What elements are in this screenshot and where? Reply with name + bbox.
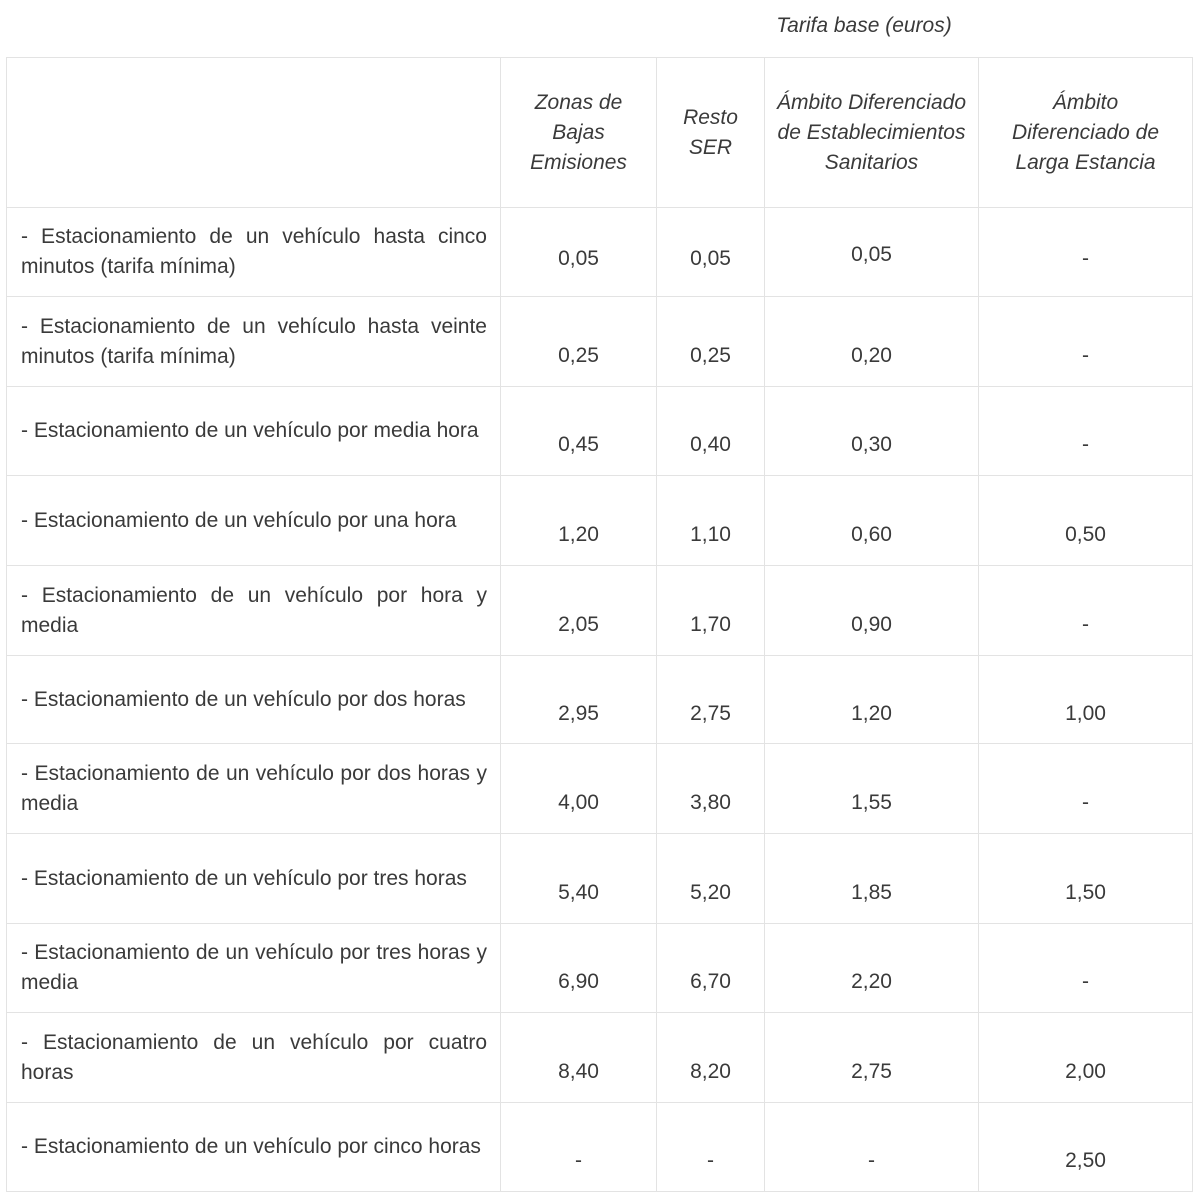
row-concept: - Estacionamiento de un vehículo por hora y media xyxy=(7,566,501,656)
cell-larga-estancia: - xyxy=(979,208,1193,297)
cell-larga-estancia: - xyxy=(979,387,1193,476)
cell-larga-estancia: - xyxy=(979,744,1193,834)
table-row xyxy=(7,208,1193,297)
header-cell-larga-estancia: Ámbito Diferenciado de Larga Estancia xyxy=(979,58,1193,208)
cell-resto-ser: 5,20 xyxy=(657,834,765,924)
cell-resto-ser: 8,20 xyxy=(657,1013,765,1103)
row-concept: - Estacionamiento de un vehículo por dos horas xyxy=(7,656,501,744)
cell-resto-ser: - xyxy=(657,1103,765,1192)
table-header-row xyxy=(7,58,1193,208)
cell-establecimientos-sanitarios: 1,55 xyxy=(765,744,979,834)
row-concept: - Estacionamiento de un vehículo hasta veinte minutos (tarifa mínima) xyxy=(7,297,501,387)
cell-zonas-bajas-emisiones: 8,40 xyxy=(501,1013,657,1103)
cell-resto-ser: 1,70 xyxy=(657,566,765,656)
cell-zonas-bajas-emisiones: 6,90 xyxy=(501,924,657,1013)
table-row xyxy=(7,744,1193,834)
cell-establecimientos-sanitarios: 0,30 xyxy=(765,387,979,476)
cell-resto-ser: 0,25 xyxy=(657,297,765,387)
cell-establecimientos-sanitarios: 1,85 xyxy=(765,834,979,924)
cell-zonas-bajas-emisiones: 4,00 xyxy=(501,744,657,834)
tariff-super-header: Tarifa base (euros) xyxy=(776,14,952,37)
cell-establecimientos-sanitarios: 1,20 xyxy=(765,656,979,744)
row-concept: - Estacionamiento de un vehículo por dos horas y media xyxy=(7,744,501,834)
cell-establecimientos-sanitarios: 0,60 xyxy=(765,476,979,566)
cell-establecimientos-sanitarios: 0,05 xyxy=(765,208,979,297)
header-cell-resto-ser: Resto SER xyxy=(657,58,765,208)
table-row xyxy=(7,1013,1193,1103)
cell-resto-ser: 3,80 xyxy=(657,744,765,834)
cell-resto-ser: 0,40 xyxy=(657,387,765,476)
cell-establecimientos-sanitarios: - xyxy=(765,1103,979,1192)
cell-larga-estancia: 1,00 xyxy=(979,656,1193,744)
table-row xyxy=(7,387,1193,476)
cell-zonas-bajas-emisiones: 2,05 xyxy=(501,566,657,656)
cell-larga-estancia: - xyxy=(979,297,1193,387)
cell-zonas-bajas-emisiones: 2,95 xyxy=(501,656,657,744)
cell-larga-estancia: 1,50 xyxy=(979,834,1193,924)
cell-larga-estancia: 2,50 xyxy=(979,1103,1193,1192)
row-concept: - Estacionamiento de un vehículo por tres horas xyxy=(7,834,501,924)
cell-zonas-bajas-emisiones: 5,40 xyxy=(501,834,657,924)
cell-larga-estancia: 2,00 xyxy=(979,1013,1193,1103)
header-cell-zonas-bajas-emisiones: Zonas de Bajas Emisiones xyxy=(501,58,657,208)
cell-larga-estancia: - xyxy=(979,924,1193,1013)
table-row xyxy=(7,1103,1193,1192)
cell-larga-estancia: 0,50 xyxy=(979,476,1193,566)
row-concept: - Estacionamiento de un vehículo por cinco horas xyxy=(7,1103,501,1192)
table-row xyxy=(7,656,1193,744)
header-cell-establecimientos-sanitarios: Ámbito Diferenciado de Establecimientos Sanitarios xyxy=(765,58,979,208)
cell-zonas-bajas-emisiones: 0,25 xyxy=(501,297,657,387)
table-row xyxy=(7,566,1193,656)
row-concept: - Estacionamiento de un vehículo por una hora xyxy=(7,476,501,566)
row-concept: - Estacionamiento de un vehículo por cuatro horas xyxy=(7,1013,501,1103)
cell-resto-ser: 2,75 xyxy=(657,656,765,744)
cell-resto-ser: 6,70 xyxy=(657,924,765,1013)
cell-zonas-bajas-emisiones: 0,45 xyxy=(501,387,657,476)
header-cell-concept xyxy=(7,58,501,208)
row-concept: - Estacionamiento de un vehículo por tres horas y media xyxy=(7,924,501,1013)
cell-establecimientos-sanitarios: 0,20 xyxy=(765,297,979,387)
cell-resto-ser: 0,05 xyxy=(657,208,765,297)
cell-resto-ser: 1,10 xyxy=(657,476,765,566)
cell-zonas-bajas-emisiones: 0,05 xyxy=(501,208,657,297)
table-row xyxy=(7,476,1193,566)
cell-establecimientos-sanitarios: 0,90 xyxy=(765,566,979,656)
table-row xyxy=(7,834,1193,924)
tariff-table xyxy=(6,57,1193,1192)
cell-zonas-bajas-emisiones: 1,20 xyxy=(501,476,657,566)
table-row xyxy=(7,297,1193,387)
cell-establecimientos-sanitarios: 2,75 xyxy=(765,1013,979,1103)
row-concept: - Estacionamiento de un vehículo hasta cinco minutos (tarifa mínima) xyxy=(7,208,501,297)
row-concept: - Estacionamiento de un vehículo por media hora xyxy=(7,387,501,476)
cell-zonas-bajas-emisiones: - xyxy=(501,1103,657,1192)
cell-establecimientos-sanitarios: 2,20 xyxy=(765,924,979,1013)
cell-larga-estancia: - xyxy=(979,566,1193,656)
table-row xyxy=(7,924,1193,1013)
